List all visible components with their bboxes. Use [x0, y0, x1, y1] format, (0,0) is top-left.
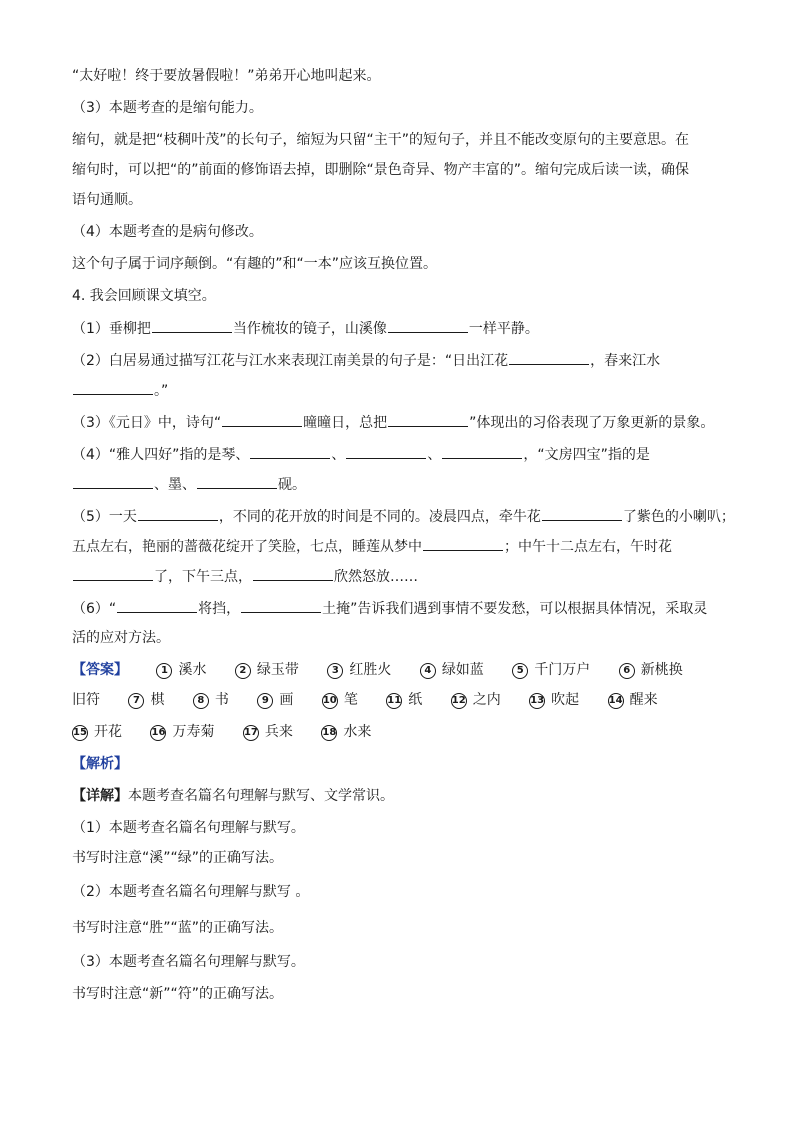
- answer-item: [386, 690, 422, 710]
- fill-question-6: [72, 598, 732, 619]
- answer-item: [322, 690, 358, 710]
- answer-blank[interactable]: [423, 536, 503, 551]
- answer-blank[interactable]: [442, 444, 522, 459]
- text: 一样平静。: [468, 321, 539, 337]
- answer-text: 绿玉带: [256, 662, 299, 678]
- text-line: （1）本题考查名篇名句理解与默写。: [72, 820, 305, 836]
- text: 活的应对方法。: [72, 630, 170, 646]
- answer-item: [420, 660, 484, 680]
- text: 了，下午三点，: [154, 569, 252, 585]
- text-line: （3）本题考查名篇名句理解与默写。: [72, 954, 305, 970]
- answer-number: 17: [243, 725, 259, 741]
- text: 将挡，: [198, 601, 241, 617]
- answer-blank[interactable]: [73, 380, 153, 395]
- text-line: （2）本题考查名篇名句理解与默写 。: [72, 884, 310, 900]
- analysis-detail: [72, 786, 732, 806]
- answer-number: 6: [619, 663, 635, 679]
- answer-text: 溪水: [178, 662, 207, 678]
- answer-number: 11: [386, 693, 402, 709]
- answer-blank[interactable]: [73, 474, 153, 489]
- text: 砚。: [278, 477, 306, 493]
- fill-question-2: [72, 350, 732, 371]
- answer-text: 书: [214, 692, 229, 708]
- fill-question-2-cont: [72, 380, 732, 401]
- answer-blank[interactable]: [138, 506, 218, 521]
- detail-label: 【详解】: [72, 788, 128, 804]
- text: 。”: [154, 383, 169, 399]
- fill-question-5-cont2: [72, 566, 732, 587]
- answer-number: 4: [420, 663, 436, 679]
- answer-number: 18: [321, 725, 337, 741]
- answer-item: [128, 690, 164, 710]
- answer-blank[interactable]: [117, 598, 197, 613]
- answer-number: 1: [156, 663, 172, 679]
- text: 、墨、: [154, 477, 196, 493]
- answer-item: [243, 722, 293, 742]
- answer-item: [619, 660, 683, 680]
- text: ，“文房四宝”指的是: [523, 447, 650, 463]
- answer-number: 3: [327, 663, 343, 679]
- text: （1）垂柳把: [72, 321, 151, 337]
- text-line: “太好啦！终于要放暑假啦！”弟弟开心地叫起来。: [72, 68, 381, 84]
- text: ，春来江水: [590, 353, 661, 369]
- text-line: （3）本题考查的是缩句能力。: [72, 100, 263, 116]
- text-line: 缩句，就是把“枝稠叶茂”的长句子，缩短为只留“主干”的短句子，并且不能改变原句的主要意思。在: [72, 132, 690, 148]
- text: 曈曈日，总把: [303, 415, 388, 431]
- analysis-label: 【解析】: [72, 756, 128, 772]
- fill-question-5-cont: [72, 536, 732, 557]
- text: ”体现出的习俗表现了万象更新的景象。: [469, 415, 715, 431]
- answer-text: 纸: [408, 692, 423, 708]
- text: （6）“: [72, 601, 117, 617]
- answer-item: [529, 690, 579, 710]
- answer-text: 万寿菊: [172, 724, 215, 740]
- answer-number: 7: [128, 693, 144, 709]
- answer-item: [193, 690, 229, 710]
- answer-blank[interactable]: [253, 566, 333, 581]
- answer-number: 10: [322, 693, 338, 709]
- fill-question-5: [72, 506, 735, 527]
- answer-blank[interactable]: [73, 566, 153, 581]
- text-line: 缩句时，可以把“的”前面的修饰语去掉，即删除“景色奇异、物产丰富的”。缩句完成后读一读，确保: [72, 162, 690, 178]
- answer-item: [327, 660, 391, 680]
- answer-blank[interactable]: [388, 412, 468, 427]
- text: ，不同的花开放的时间是不同的。凌晨四点，牵牛花: [218, 509, 541, 525]
- answer-text: 开花: [94, 724, 122, 740]
- text: （4）“雅人四好”指的是琴、: [72, 447, 250, 463]
- answer-number: 12: [451, 693, 467, 709]
- answer-text: 兵来: [264, 724, 293, 740]
- text: （3）《元日》中，诗句“: [72, 415, 222, 431]
- answer-text: 红胜火: [349, 662, 392, 678]
- answer-blank[interactable]: [222, 412, 302, 427]
- answer-item: [235, 660, 299, 680]
- text: 、: [331, 447, 346, 463]
- fill-question-4: [72, 444, 732, 465]
- answer-text: 千门万户: [534, 662, 591, 678]
- answer-item: [512, 660, 590, 680]
- answer-text: 旧符: [72, 692, 100, 708]
- answer-item: [257, 690, 293, 710]
- answer-text: 之内: [472, 692, 501, 708]
- answer-text: 绿如蓝: [441, 662, 484, 678]
- text-line: 语句通顺。: [72, 192, 142, 208]
- fill-question-3: [72, 412, 732, 433]
- text-line: 这个句子属于词序颠倒。“有趣的”和“一本”应该互换位置。: [72, 256, 438, 272]
- answer-item: [150, 722, 214, 742]
- text: 五点左右，艳丽的蔷薇花绽开了笑脸，七点，睡莲从梦中: [72, 539, 422, 555]
- answer-row-1: [72, 660, 732, 680]
- answer-text: 笔: [343, 692, 358, 708]
- answer-blank[interactable]: [542, 506, 622, 521]
- answer-number: 14: [608, 693, 624, 709]
- answer-number: 2: [235, 663, 251, 679]
- text-line: 书写时注意“溪”“绿”的正确写法。: [72, 850, 284, 866]
- answer-text: 水来: [343, 724, 372, 740]
- text: 、: [427, 447, 442, 463]
- fill-question-1: [72, 318, 732, 339]
- answer-text: 画: [279, 692, 294, 708]
- answer-blank[interactable]: [197, 474, 277, 489]
- answer-blank[interactable]: [346, 444, 426, 459]
- answer-number: 13: [529, 693, 545, 709]
- text: （2）白居易通过描写江花与江水来表现江南美景的句子是：“日出江花: [72, 353, 509, 369]
- answer-item: [156, 660, 206, 680]
- text: 了紫色的小喇叭；: [622, 509, 735, 525]
- answer-number: 16: [150, 725, 166, 741]
- text-line: 书写时注意“新”“符”的正确写法。: [72, 986, 284, 1002]
- analysis-heading: [72, 754, 732, 774]
- answer-number: 5: [512, 663, 528, 679]
- answer-blank[interactable]: [152, 318, 232, 333]
- answer-number: 8: [193, 693, 209, 709]
- answer-item: [608, 690, 658, 710]
- answer-row-3: [72, 722, 732, 742]
- answer-blank[interactable]: [241, 598, 321, 613]
- answer-blank[interactable]: [509, 350, 589, 365]
- text: （5）一天: [72, 509, 137, 525]
- answer-label: 【答案】: [72, 662, 128, 678]
- text: ；中午十二点左右，午时花: [504, 539, 672, 555]
- text-line: 书写时注意“胜”“蓝”的正确写法。: [72, 920, 284, 936]
- answer-row-2: [72, 690, 732, 710]
- answer-blank[interactable]: [250, 444, 330, 459]
- answer-text: 醒来: [629, 692, 658, 708]
- answer-number: 15: [72, 725, 88, 741]
- answer-text: 吹起: [551, 692, 580, 708]
- text: 土掩”告诉我们遇到事情不要发愁，可以根据具体情况，采取灵: [322, 601, 708, 617]
- question-heading: 4. 我会回顾课文填空。: [72, 288, 216, 304]
- answer-blank[interactable]: [388, 318, 468, 333]
- answer-text: 棋: [150, 692, 165, 708]
- text: 当作梳妆的镜子，山溪像: [232, 321, 387, 337]
- text: 欣然怒放……: [334, 569, 418, 585]
- text-line: （4）本题考查的是病句修改。: [72, 224, 263, 240]
- answer-number: 9: [257, 693, 273, 709]
- answer-text: 新桃换: [640, 662, 683, 678]
- answer-item: [321, 722, 371, 742]
- detail-text: 本题考查名篇名句理解与默写、文学常识。: [128, 788, 394, 804]
- fill-question-4-cont: [72, 474, 732, 495]
- answer-item: [451, 690, 501, 710]
- fill-question-6-cont: [72, 628, 732, 648]
- answer-item: [72, 722, 122, 742]
